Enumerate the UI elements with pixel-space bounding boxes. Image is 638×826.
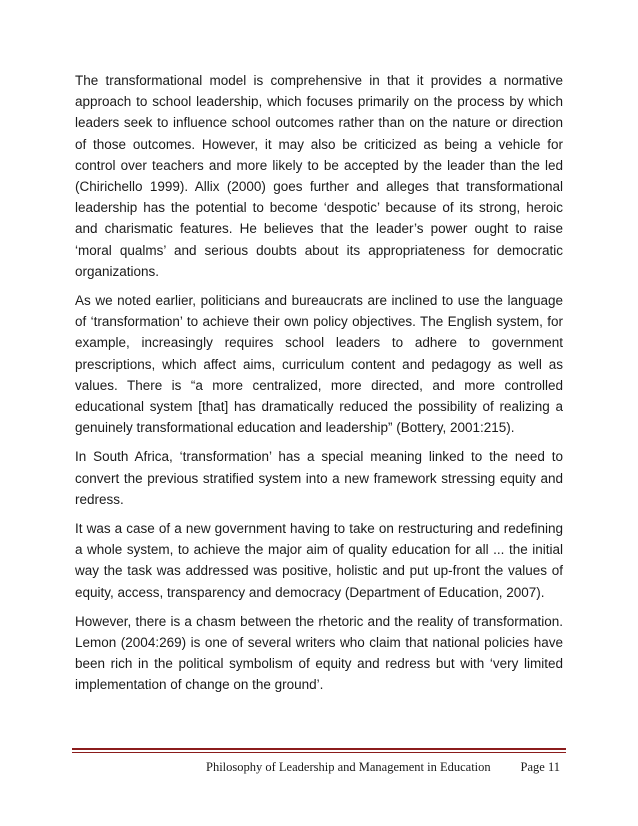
body-text (75, 70, 563, 704)
paragraph-3: In South Africa, ‘transformation’ has a special meaning linked to the need to convert the previous stratified system into a new framework stressing equity and redress. (75, 449, 563, 507)
footer-rule-thick (72, 748, 566, 750)
paragraph-4: It was a case of a new government having to take on restructuring and redefining a whole system, to achieve the major aim of quality education for all ... the initial way the task was addressed was positive, holistic and put up-front the values of equity, access, transparency and democracy (Department of Education, 2007). (75, 521, 563, 600)
paragraph-2: As we noted earlier, politicians and bureaucrats are inclined to use the language of ‘transformation’ to achieve their own policy objectives. The English system, for example, increasingly requires school leaders to adhere to government prescriptions, which affect aims, curriculum content and pedagogy as well as values. There is “a more centralized, more directed, and more controlled educational system [that] has dramatically reduced the possibility of realizing a genuinely transformational education and leadership” (Bottery, 2001:215). (75, 293, 563, 436)
paragraph-1: The transformational model is comprehensive in that it provides a normative approach to school leadership, which focuses primarily on the process by which leaders seek to influence school outcomes rather than on the nature or direction of those outcomes. However, it may also be criticized as being a vehicle for control over teachers and more likely to be accepted by the leader than the led (Chirichello 1999). Allix (2000) goes further and alleges that transformational leadership has the potential to become ‘despotic’ because of its strong, heroic and charismatic features. He believes that the leader’s power ought to raise ‘moral qualms’ and serious doubts about its appropriateness for democratic organizations. (75, 73, 563, 279)
footer-title: Philosophy of Leadership and Management in Education (206, 760, 491, 774)
footer-rule-thin (72, 752, 566, 753)
page-footer (72, 760, 566, 780)
paragraph-5: However, there is a chasm between the rhetoric and the reality of transformation. Lemon (2004:269) is one of several writers who claim that national policies have been rich in the political symbolism of equity and redress but with ‘very limited implementation of change on the ground’. (75, 613, 563, 693)
page-number: Page 11 (520, 760, 560, 774)
